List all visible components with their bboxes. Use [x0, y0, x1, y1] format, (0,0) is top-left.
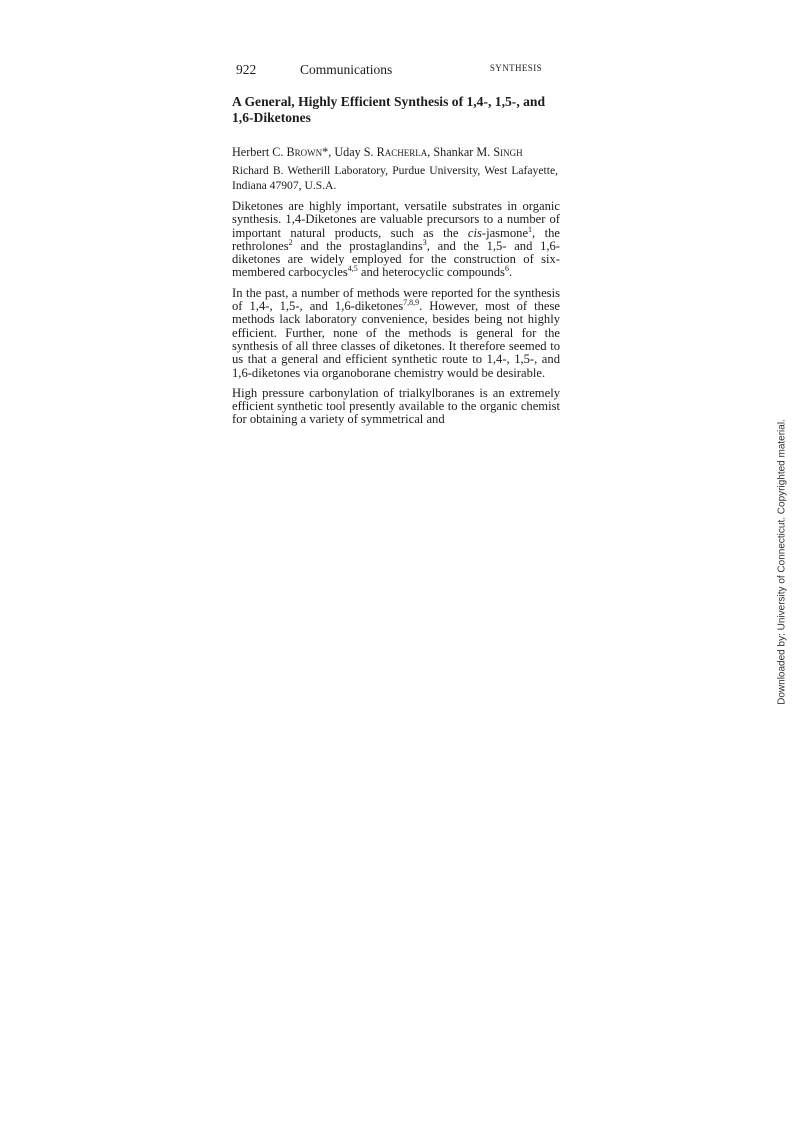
author-last-name: Singh	[493, 145, 523, 159]
text-run: and the prostaglandins	[292, 238, 423, 253]
author-last-name: Brown	[286, 145, 323, 159]
journal-name: SYNTHESIS	[489, 63, 542, 73]
paragraph-2	[232, 287, 560, 380]
text-run: -jasmone	[481, 225, 529, 240]
text-run: and heterocyclic compounds	[357, 265, 505, 280]
text-run: , the rethrolones	[232, 225, 560, 253]
author-first-name: Uday S.	[334, 145, 377, 159]
paragraph-3: High pressure carbonylation of trialkylboranes is an extremely efficient synthetic tool presently available to the organic chemist for obtaining a variety of symmetrical and	[232, 385, 560, 427]
reference-marker: 2	[288, 237, 293, 247]
article-body	[232, 200, 560, 434]
download-notice-text: Downloaded by: University of Connecticut. Copyrighted material.	[776, 419, 788, 705]
reference-marker: 1	[528, 224, 533, 234]
text-run: . However, most of these methods lack laboratory convenience, besides being not highly efficient. Further, none of the methods is general for the synthesis of all three classes of diketones. It therefore seemed to us that a general and efficient synthetic route to 1,4-, 1,5-, and 1,6-diketones via organoborane chemistry would be desirable.	[232, 299, 561, 380]
author-last-name: Racherla	[376, 145, 428, 159]
article-title: A General, Highly Efficient Synthesis of 1,4-, 1,5-, and 1,6-Diketones	[232, 94, 546, 125]
paragraph-1	[232, 200, 560, 280]
text-run: In the past, a number of methods were reported for the synthesis of 1,4-, 1,5-, and 1,6-diketones	[232, 285, 560, 314]
reference-marker: 6	[504, 264, 509, 274]
text-run: Diketones are highly important, versatile substrates in organic synthesis. 1,4-Diketones are valuable precursors to a number of important natural products, such as the	[232, 199, 560, 240]
page-header	[230, 62, 542, 82]
author-first-name: Shankar M.	[433, 145, 494, 159]
author-first-name: Herbert C.	[232, 145, 287, 159]
italic-run: cis	[467, 225, 482, 240]
section-name: Communications	[300, 62, 393, 77]
reference-marker: 3	[422, 237, 427, 247]
text-run: .	[508, 265, 513, 280]
reference-marker: 4,5	[347, 264, 358, 274]
author-separator: *,	[322, 145, 335, 159]
affiliation: Richard B. Wetherill Laboratory, Purdue University, West Lafayette, Indiana 47907, U.S.A.	[232, 164, 558, 192]
page-number: 922	[236, 62, 257, 77]
text-run: , and the 1,5- and 1,6-diketones are widely employed for the construction of six-membered carbocycles	[232, 238, 561, 280]
author-list	[232, 145, 562, 160]
author-separator: ,	[427, 145, 434, 159]
reference-marker: 7,8,9	[403, 298, 420, 308]
